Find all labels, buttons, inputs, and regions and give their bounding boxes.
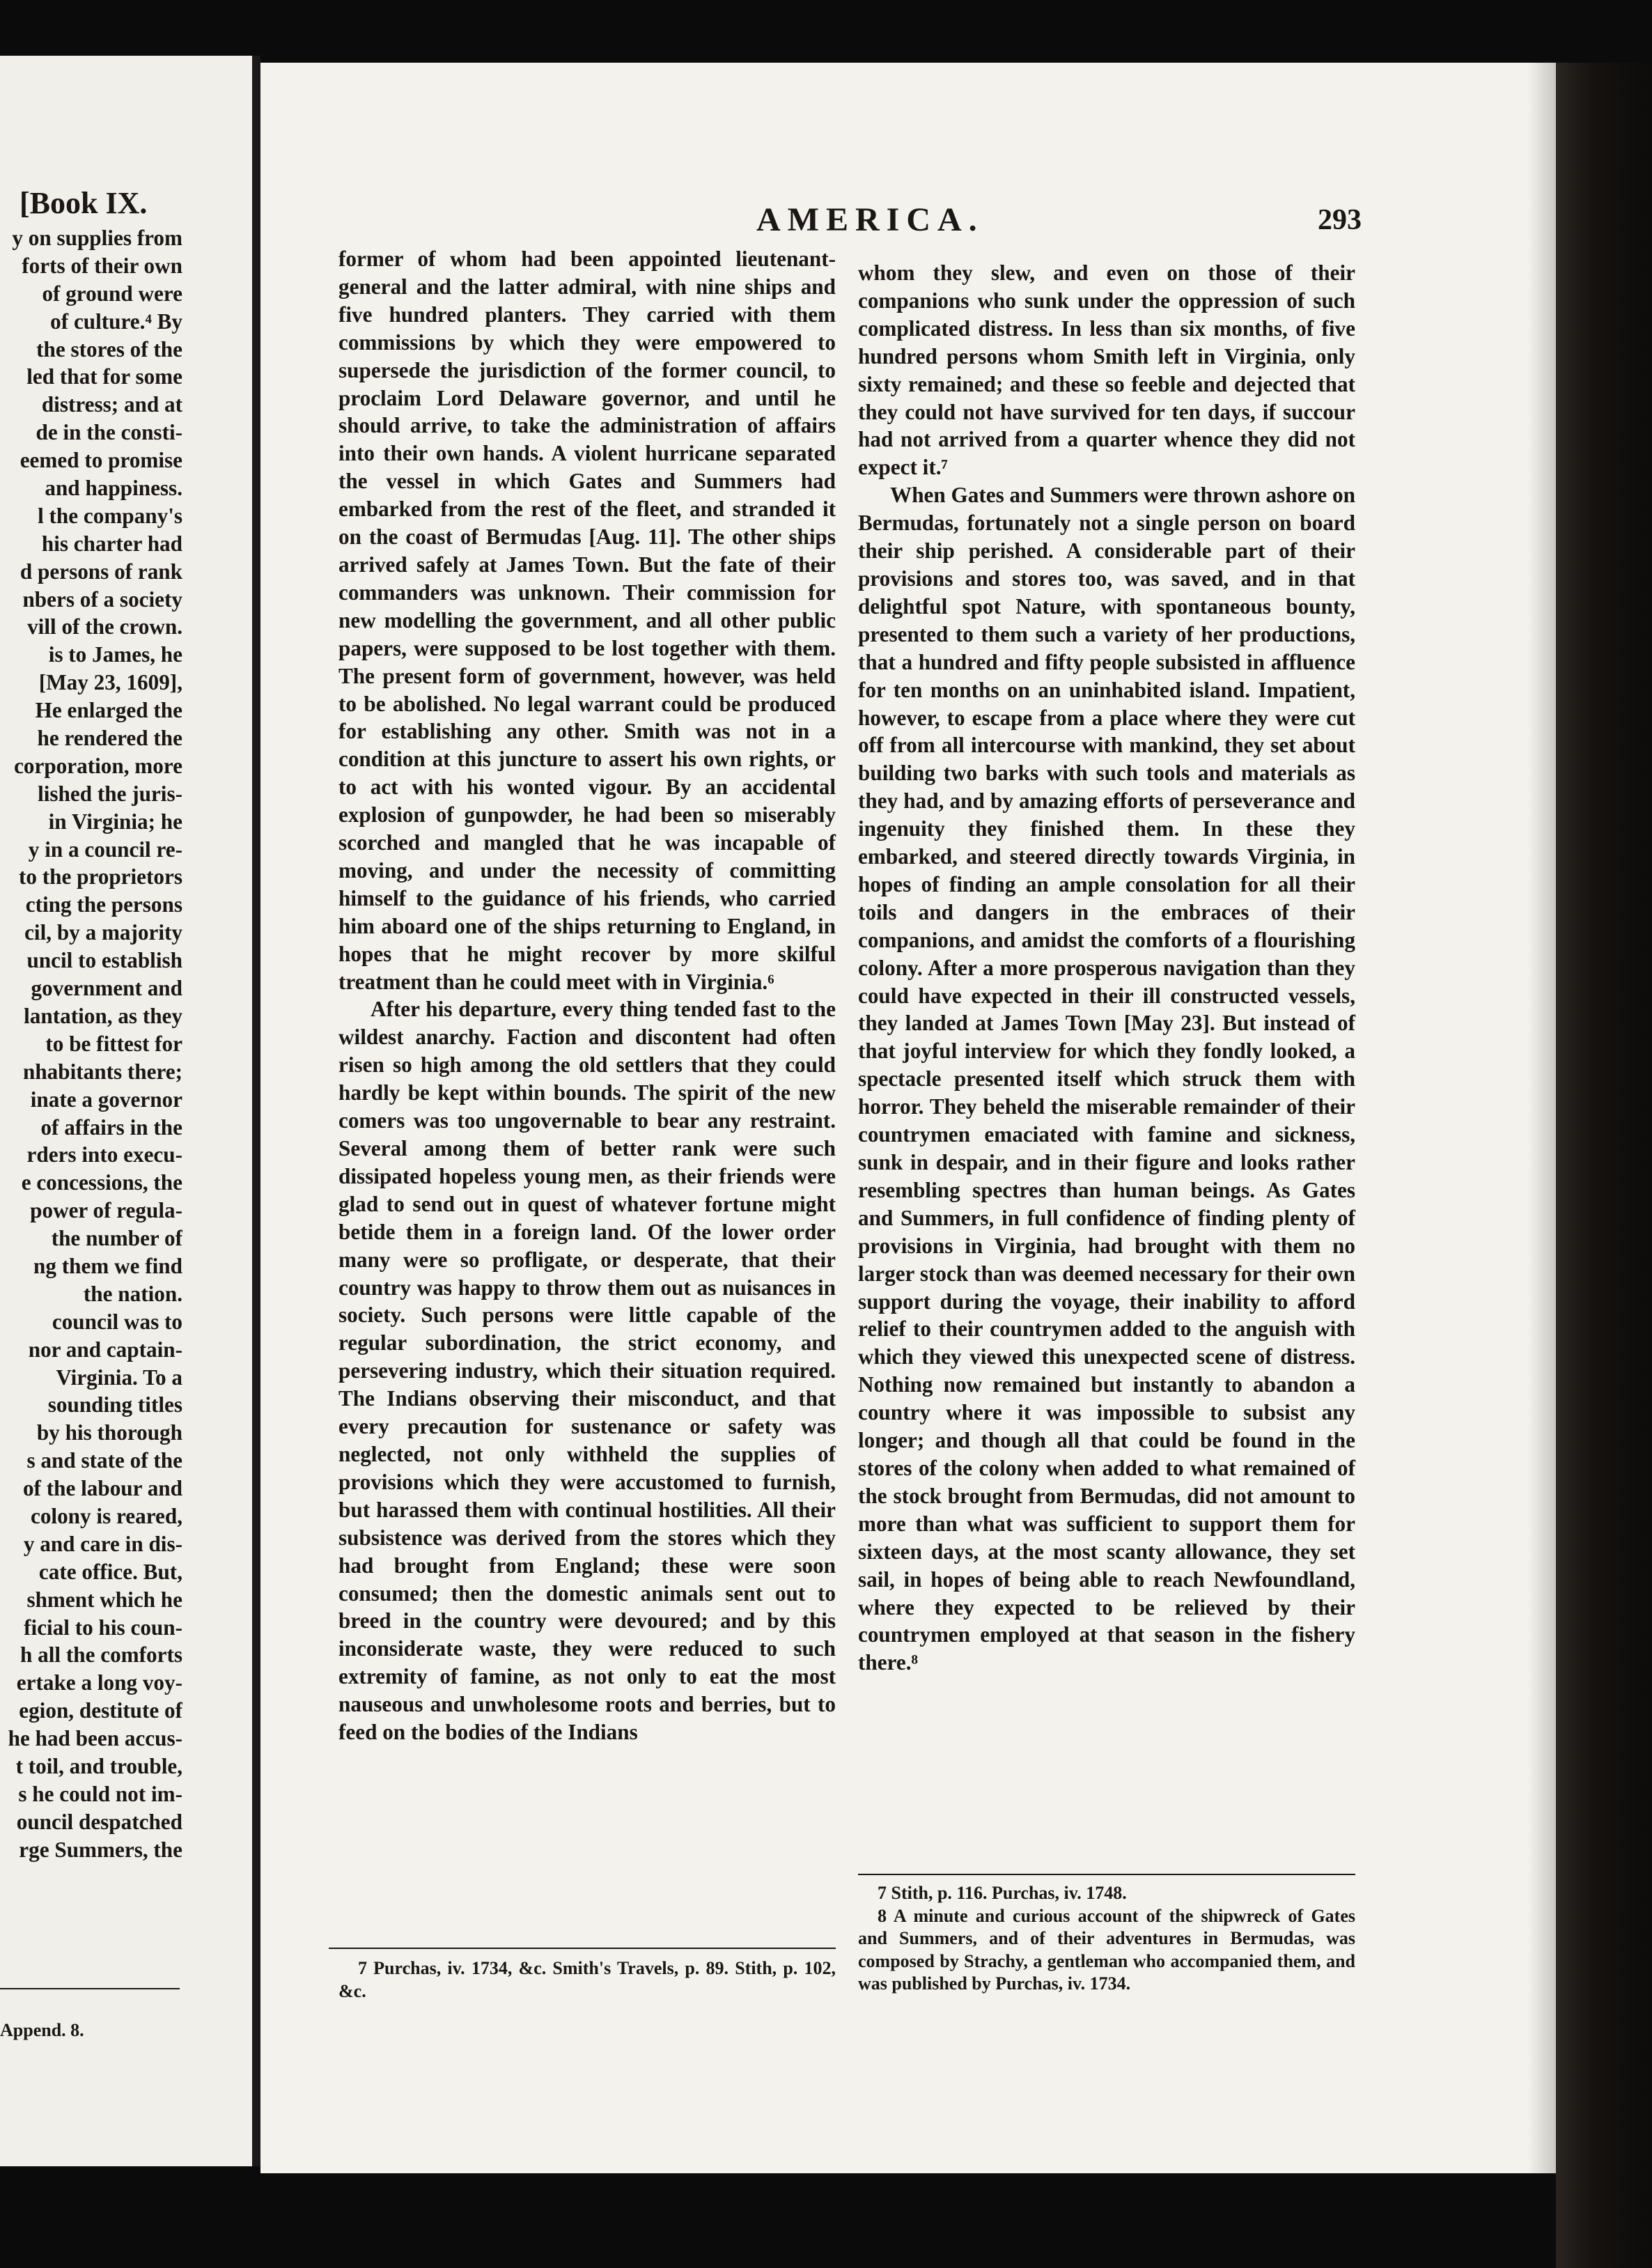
paragraph: After his departure, every thing tended fast to the wildest anarchy. Faction and discontent had often risen so high among the old settlers that they could hardly be kept within bounds. The spirit of the new comers was too ungovernable to bear any restraint. Several among them of better rank were such dissipated hopeless young men, as their friends were glad to send out in quest of whatever fortune might betide them in a foreign land. Of the lower order many were so profligate, or desperate, that their country was happy to throw them out as nuisances in society. Such persons were little capable of the regular subordination, the strict economy, and persevering industry, which their situation required. The Indians observing their misconduct, and that every precaution for sustenance or safety was neglected, not only withheld the supplies of provisions which they were accustomed to furnish, but harassed them with continual hostilities. All their subsistence was derived from the stores which they had brought from England; these were soon consumed; then the domestic animals sent out to breed in the country were devoured; and by this inconsiderate waste, they were reduced to such extremity of famine, as not only to eat the most nauseous and unwholesome roots and berries, but to feed on the bodies of the Indians <box>338 997 836 1745</box>
left-page-line: ertake a long voy- <box>16 1670 182 1695</box>
left-page-line: de in the consti- <box>36 420 182 445</box>
gutter <box>252 56 260 2166</box>
left-page-line: y in a council re- <box>28 837 182 862</box>
left-page-line: l the company's <box>38 503 182 528</box>
left-page-line: nor and captain- <box>28 1337 182 1362</box>
footnote-rule-right <box>858 1874 1355 1875</box>
left-page-line: in Virginia; he <box>48 809 182 834</box>
left-page-line: h all the comforts <box>20 1642 182 1668</box>
left-page-line: y and care in dis- <box>23 1531 182 1556</box>
left-page-line: is to James, he <box>48 642 182 667</box>
left-page-line: ng them we find <box>33 1253 182 1278</box>
left-page-line: shment which he <box>26 1587 182 1612</box>
left-page-footnote: Append. 8. <box>0 2020 84 2040</box>
left-page-line: colony is reared, <box>30 1503 182 1528</box>
left-page-line: He enlarged the <box>35 698 182 723</box>
left-page-line: he had been accus- <box>8 1726 182 1751</box>
paragraph: whom they slew, and even on those of their companions who sunk under the oppression of such complicated distress. In less than six months, of five hundred persons whom Smith left in Virginia, only sixty remained; and these so feeble and dejected that they could not have survived for ten days, if succour had not arrived from a quarter whence they did not expect it.⁷ <box>858 261 1355 480</box>
left-page-line: egion, destitute of <box>19 1698 182 1723</box>
text-column-left <box>338 245 836 1746</box>
left-page-line: corporation, more <box>14 753 182 778</box>
left-page-line: and happiness. <box>45 476 182 501</box>
left-page-line: ficial to his coun- <box>24 1615 182 1640</box>
page-number: 293 <box>1318 204 1362 236</box>
text-column-right <box>858 259 1355 1677</box>
left-page-line: eemed to promise <box>20 448 182 473</box>
left-page-line: cting the persons <box>25 892 182 917</box>
left-page-line: power of regula- <box>30 1198 182 1223</box>
left-page-line: inate a governor <box>30 1087 182 1112</box>
left-page-text <box>0 224 182 1864</box>
left-page-line: he rendered the <box>37 726 182 751</box>
footnote-rule-left <box>329 1948 836 1949</box>
left-page-line: t toil, and trouble, <box>15 1753 182 1778</box>
left-page-line: rders into execu- <box>26 1142 182 1167</box>
left-page-line: lantation, as they <box>24 1003 182 1028</box>
left-page-line: nhabitants there; <box>22 1059 182 1084</box>
left-page-line: the stores of the <box>36 336 182 362</box>
left-page-line: Virginia. To a <box>56 1365 182 1390</box>
left-page-line: cil, by a majority <box>24 920 182 945</box>
left-page-line: his charter had <box>41 531 182 556</box>
footnote: 8 A minute and curious account of the shipwreck of Gates and Summers, and of their adventures in Bermudas, was composed by Strachy, a gentleman who accompanied them, and was published by Purchas, iv. 1734. <box>858 1905 1355 1994</box>
left-page-line: forts of their own <box>22 253 182 278</box>
left-page-line: rge Summers, the <box>19 1837 182 1862</box>
left-page-line: government and <box>31 976 182 1001</box>
left-page-line: nbers of a society <box>22 587 182 612</box>
left-page-line: y on supplies from <box>12 226 182 250</box>
left-page-line: d persons of rank <box>20 559 182 584</box>
left-page-line: of culture.⁴ By <box>50 309 182 334</box>
left-page-line: the number of <box>51 1226 182 1251</box>
left-page-line: s he could not im- <box>18 1781 182 1806</box>
left-page-line: uncil to establish <box>26 948 182 973</box>
left-page-line: led that for some <box>26 364 182 389</box>
left-page-line: the nation. <box>83 1281 182 1306</box>
left-page-line: e concessions, the <box>21 1170 182 1195</box>
left-page <box>0 56 252 2166</box>
page-edge-shadow <box>1528 63 1556 2173</box>
footnote: 7 Purchas, iv. 1734, &c. Smith's Travels, p. 89. Stith, p. 102, &c. <box>338 1958 836 2001</box>
left-page-line: cate office. But, <box>38 1559 182 1584</box>
left-page-line: [May 23, 1609], <box>38 670 182 695</box>
left-page-line: of affairs in the <box>40 1114 182 1140</box>
left-page-line: by his thorough <box>36 1420 182 1445</box>
left-page-line: distress; and at <box>41 392 182 417</box>
left-page-line: of ground were <box>42 281 182 306</box>
footnote: 7 Stith, p. 116. Purchas, iv. 1748. <box>878 1883 1127 1903</box>
left-page-line: s and state of the <box>26 1448 182 1473</box>
left-page-line: of the labour and <box>22 1476 182 1501</box>
left-page-line: sounding titles <box>47 1392 182 1418</box>
left-footnote-rule <box>0 1988 180 1989</box>
book-fore-edge <box>1556 63 1652 2268</box>
footnotes-left <box>338 1957 836 2003</box>
left-page-line: ouncil despatched <box>16 1809 182 1834</box>
left-page-line: to be fittest for <box>45 1031 182 1056</box>
running-head: AMERICA. <box>756 201 984 238</box>
left-page-line: vill of the crown. <box>27 614 182 639</box>
paragraph: former of whom had been appointed lieutenant-general and the latter admiral, with nine ships and five hundred planters. They carried with them commissions by which they were empowered to supersede the jurisdiction of the former council, to proclaim Lord Delaware governor, and until he should arrive, to take the administration of affairs into their own hands. A violent hurricane separated the vessel in which Gates and Summers had embarked from the rest of the fleet, and stranded it on the coast of Bermudas [Aug. 11]. The other ships arrived safely at James Town. But the fate of their commanders was unknown. Their commission for new modelling the government, and all other public papers, were supposed to be lost together with them. The present form of government, however, was held to be abolished. No legal warrant could be produced for establishing any other. Smith was not in a condition at this juncture to assert his own rights, or to act with his wonted vigour. By an accidental explosion of gunpowder, he had been so miserably scorched and mangled that he was incapable of moving, and under the necessity of committing himself to the guidance of his friends, who carried him aboard one of the ships returning to England, in hopes that he might recover by more skilful treatment than he could meet with in Virginia.⁶ <box>338 247 836 994</box>
left-page-header: [Book IX. <box>20 186 148 220</box>
paragraph: When Gates and Summers were thrown ashore on Bermudas, fortunately not a single person on board their ship perished. A considerable part of their provisions and stores too, was saved, and in that delightful spot Nature, with spontaneous bounty, presented to them such a variety of her productions, that a hundred and fifty people subsisted in affluence for ten months on an uninhabited island. Impatient, however, to escape from a place where they were cut off from all intercourse with mankind, they set about building two barks with such tools and materials as they had, and by amazing efforts of perseverance and ingenuity they finished them. In these they embarked, and steered directly towards Virginia, in hopes of finding an ample consolation for all their toils and dangers in the embraces of their companions, and amidst the comforts of a flourishing colony. After a more prosperous navigation than they could have expected in their ill constructed vessels, they landed at James Town [May 23]. But instead of that joyful interview for which they fondly looked, a spectacle presented itself which struck them with horror. They beheld the miserable remainder of their countrymen emaciated with famine and sickness, sunk in despair, and in their figure and looks rather resembling spectres than human beings. As Gates and Summers, in full confidence of finding plenty of provisions in Virginia, had brought with them no larger stock than was deemed necessary for their own support during the voyage, their inability to afford relief to their countrymen added to the anguish with which they viewed this unexpected scene of distress. Nothing now remained but instantly to abandon a country where it was impossible to subsist any longer; and though all that could be found in the stores of the colony when added to what remained of the stock brought from Bermudas, did not amount to more than what was sufficient to support them for sixteen days, at the most scanty allowance, they set sail, in hopes of being able to reach Newfoundland, where they expected to be relieved by their countrymen employed at that season in the fishery there.⁸ <box>858 483 1355 1675</box>
right-page <box>260 63 1556 2173</box>
left-page-line: lished the juris- <box>38 781 182 806</box>
footnotes-right <box>858 1882 1355 1996</box>
left-page-line: to the proprietors <box>18 864 182 890</box>
left-page-line: council was to <box>52 1309 182 1334</box>
